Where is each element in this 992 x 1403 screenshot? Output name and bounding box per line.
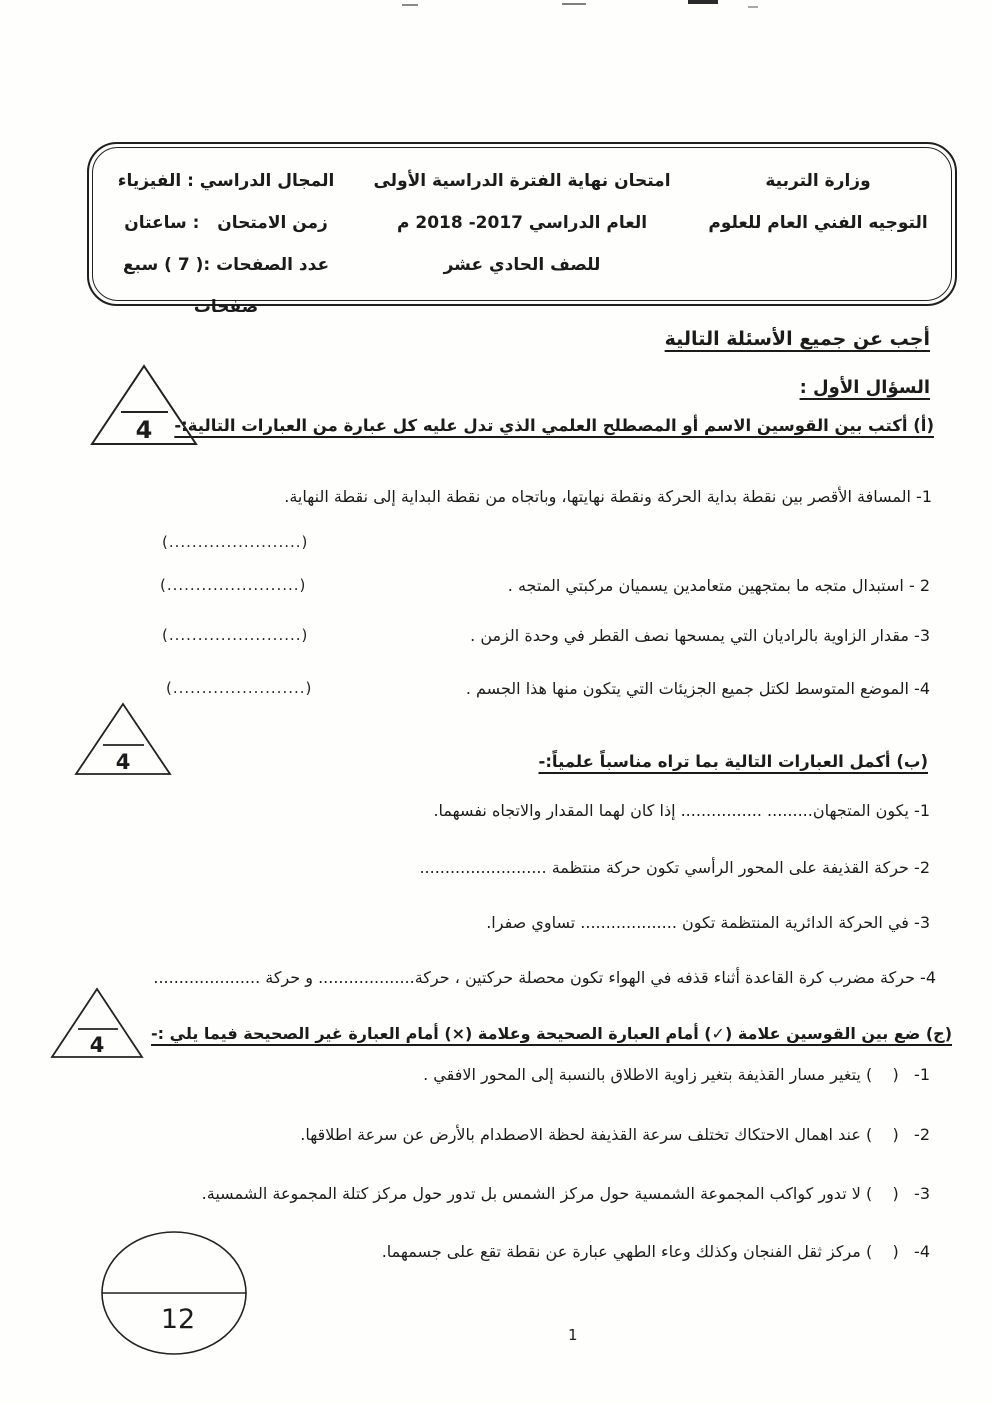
- grade-line: للصف الحادي عشر: [443, 255, 601, 275]
- scan-artifact: [748, 6, 758, 8]
- answer-blank: (.......................): [162, 533, 309, 551]
- question-item: 4- الموضع المتوسط لكتل جميع الجزيئات التي يتكون منها هذا الجسم .: [465, 679, 930, 698]
- marks-triangle-icon: [72, 700, 174, 778]
- question-item: 2- حركة القذيفة على المحور الرأسي تكون حركة منتظمة .........................: [419, 858, 930, 877]
- total-marks-circle-icon: [98, 1228, 250, 1358]
- scan-artifact: [562, 3, 586, 5]
- answer-blank: (.......................): [166, 679, 313, 697]
- question1-title: السؤال الأول :: [799, 377, 930, 398]
- section-a-marks-value: 4: [135, 416, 153, 444]
- question-item: 2- ( ) عند اهمال الاحتكاك تختلف سرعة القذيفة لحظة الاصطدام بالأرض عن سرعة اطلاقها.: [300, 1125, 930, 1144]
- section-b-marks-badge: [72, 700, 174, 778]
- question-item: 4- ( ) مركز ثقل الفنجان وكذلك وعاء الطهي عبارة عن نقطة تقع على جسمهما.: [381, 1242, 930, 1261]
- directorate-name: التوجيه الفني العام للعلوم: [708, 213, 928, 233]
- question-item: 2 - استبدال متجه ما بمتجهين متعامدين يسميان مركبتي المتجه .: [507, 576, 930, 595]
- marks-triangle-icon: [88, 362, 200, 448]
- exam-header-box: [87, 142, 957, 317]
- total-marks-value: 12: [160, 1304, 196, 1335]
- question-item: 3- في الحركة الدائرية المنتظمة تكون ................... تساوي صفرا.: [486, 913, 930, 932]
- scan-artifact: [402, 4, 418, 6]
- question-item: 3- مقدار الزاوية بالراديان التي يمسحها نصف القطر في وحدة الزمن .: [470, 626, 930, 645]
- answer-blank: (.......................): [162, 626, 309, 644]
- academic-year: العام الدراسي 2017- 2018 م: [396, 213, 648, 233]
- section-c-marks-badge: [48, 985, 146, 1061]
- marks-triangle-icon: [48, 985, 146, 1061]
- total-marks-badge: [98, 1228, 250, 1362]
- section-a-heading: (أ) أكتب بين القوسين الاسم أو المصطلح العلمي الذي تدل عليه كل عبارة من العبارات التالية:-: [174, 416, 934, 435]
- section-c-heading: (ج) ضع بين القوسين علامة (✓) أمام العبارة الصحيحة وعلامة (×) أمام العبارة غير الصحيحة فيما يلي :-: [151, 1024, 952, 1043]
- subject-line: المجال الدراسي : الفيزياء: [117, 171, 335, 191]
- scan-artifact: [688, 0, 718, 4]
- question-item: 1- ( ) يتغير مسار القذيفة بتغير زاوية الاطلاق بالنسبة إلى المحور الافقي .: [423, 1065, 930, 1084]
- exam-title: امتحان نهاية الفترة الدراسية الأولى: [373, 171, 671, 191]
- question-item: 4- حركة مضرب كرة القاعدة أثناء قذفه في الهواء تكون محصلة حركتين ، حركة................... و حركة .....................: [153, 968, 936, 987]
- section-b-heading: (ب) أكمل العبارات التالية بما تراه مناسباً علمياً:-: [538, 752, 928, 771]
- header-exam-column: [359, 148, 685, 300]
- pages-count-line: عدد الصفحات :( 7 ) سبع صفحات: [117, 255, 330, 317]
- question-item: 3- ( ) لا تدور كواكب المجموعة الشمسية حول مركز الشمس بل تدور حول مركز كتلة المجموعة الشمسية.: [201, 1184, 930, 1203]
- duration-line: زمن الامتحان : ساعتان: [124, 213, 328, 233]
- instructions-heading: أجب عن جميع الأسئلة التالية: [664, 328, 930, 350]
- header-authority-column: [685, 148, 951, 300]
- question-item: 1- يكون المتجهان......... ................ إذا كان لهما المقدار والاتجاه نفسهما.: [433, 801, 930, 820]
- exam-header-inner: [92, 147, 952, 317]
- section-a-marks-badge: [88, 362, 200, 448]
- question-item: 1- المسافة الأقصر بين نقطة بداية الحركة ونقطة نهايتها، وباتجاه من نقطة البداية إلى نقطة النهاية.: [284, 487, 932, 506]
- section-c-marks-value: 4: [89, 1033, 105, 1057]
- ministry-name: وزارة التربية: [765, 171, 871, 191]
- answer-blank: (.......................): [160, 576, 307, 594]
- page-number: 1: [568, 1326, 578, 1344]
- header-details-column: [93, 148, 359, 317]
- section-b-marks-value: 4: [115, 750, 131, 774]
